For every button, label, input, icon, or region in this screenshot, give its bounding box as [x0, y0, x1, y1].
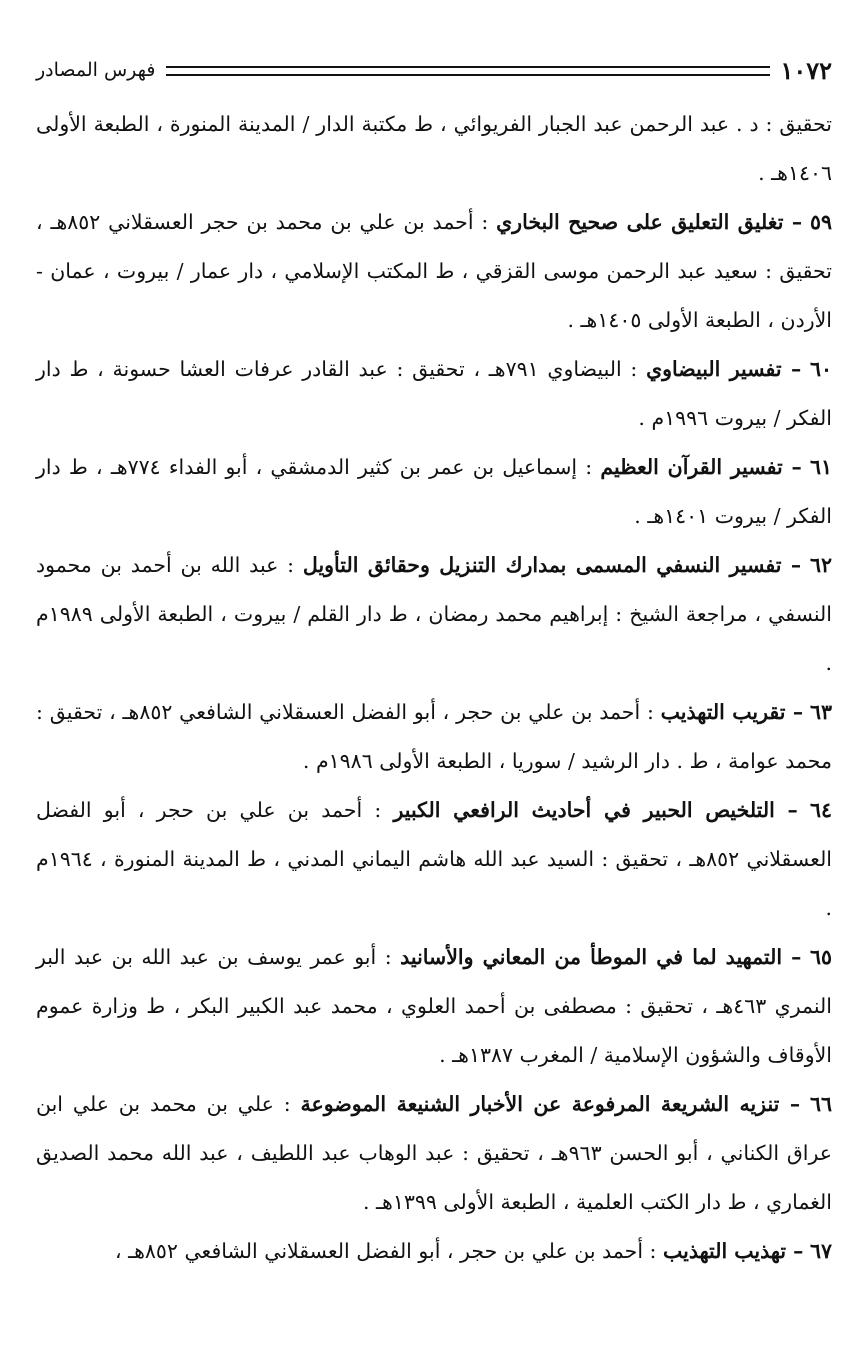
entry-details: : علي بن محمد بن علي ابن عراق الكناني ، أبو الحسن ٩٦٣هـ ، تحقيق : عبد الوهاب عبد اللطيف ، عبد الله محمد الصديق الغماري ، ط دار الكتب العلمية ، الطبعة الأولى ١٣٩٩هـ .	[36, 1092, 833, 1214]
entry-details: : إسماعيل بن عمر بن كثير الدمشقي ، أبو الفداء ٧٧٤هـ ، ط دار الفكر / بيروت ١٤٠١هـ .	[36, 455, 832, 528]
entry-details: : أحمد بن علي بن حجر ، أبو الفضل العسقلاني الشافعي ٨٥٢هـ ،	[114, 1239, 657, 1263]
running-title: فهرس المصادر	[36, 59, 156, 81]
entry-title: تفسير النسفي المسمى بمدارك التنزيل وحقائق التأويل	[302, 553, 782, 577]
bibliography-entry: ٦٢ – تفسير النسفي المسمى بمدارك التنزيل وحقائق التأويل : عبد الله بن أحمد بن محمود النسفي ، مراجعة الشيخ : إبراهيم محمد رمضان ، ط دار القلم / بيروت ، الطبعة الأولى ١٩٨٩م .	[36, 553, 832, 675]
bibliography-entry: ٦٣ – تقريب التهذيب : أحمد بن علي بن حجر ، أبو الفضل العسقلاني الشافعي ٨٥٢هـ ، تحقيق : محمد عوامة ، ط . دار الرشيد / سوريا ، الطبعة الأولى ١٩٨٦م .	[36, 700, 832, 773]
entry-number: ٦٠	[809, 357, 832, 381]
bibliography-list	[36, 100, 832, 1276]
header-double-rule	[166, 66, 771, 76]
entry-number: ٦٧	[809, 1239, 832, 1263]
bibliography-entry: ٦٦ – تنزيه الشريعة المرفوعة عن الأخبار الشنيعة الموضوعة : علي بن محمد بن علي ابن عراق الكناني ، أبو الحسن ٩٦٣هـ ، تحقيق : عبد الوهاب عبد اللطيف ، عبد الله محمد الصديق الغماري ، ط دار الكتب العلمية ، الطبعة الأولى ١٣٩٩هـ .	[36, 1092, 833, 1214]
entry-details: : أحمد بن علي بن حجر ، أبو الفضل العسقلاني الشافعي ٨٥٢هـ ، تحقيق : محمد عوامة ، ط . دار الرشيد / سوريا ، الطبعة الأولى ١٩٨٦م .	[36, 700, 832, 773]
entry-details: : عبد الله بن أحمد بن محمود النسفي ، مراجعة الشيخ : إبراهيم محمد رمضان ، ط دار القلم / بيروت ، الطبعة الأولى ١٩٨٩م .	[36, 553, 832, 675]
entry-number: ٥٩	[809, 210, 832, 234]
entry-title: التمهيد لما في الموطأ من المعاني والأسانيد	[400, 945, 783, 969]
entry-details: : أحمد بن علي بن حجر ، أبو الفضل العسقلاني ٨٥٢هـ ، تحقيق : السيد عبد الله هاشم اليماني المدني ، ط المدينة المنورة ، ١٩٦٤م .	[36, 798, 833, 920]
entry-number: ٦٥	[809, 945, 832, 969]
entry-number: ٦١	[809, 455, 832, 479]
entry-title: تفسير القرآن العظيم	[600, 455, 783, 479]
entry-number: ٦٦	[809, 1092, 832, 1116]
entry-number: ٦٣	[809, 700, 832, 724]
bibliography-entry: ٦٥ – التمهيد لما في الموطأ من المعاني والأسانيد : أبو عمر يوسف بن عبد الله بن عبد البر النمري ٤٦٣هـ ، تحقيق : مصطفى بن أحمد العلوي ، محمد عبد الكبير البكر ، ط وزارة عموم الأوقاف والشؤون الإسلامية / المغرب ١٣٨٧هـ .	[36, 945, 832, 1067]
entry-title: تنزيه الشريعة المرفوعة عن الأخبار الشنيعة الموضوعة	[300, 1092, 780, 1116]
entry-title: تهذيب التهذيب	[662, 1239, 787, 1263]
entry-title: تغليق التعليق على صحيح البخاري	[496, 210, 784, 234]
entry-number: ٦٢	[809, 553, 832, 577]
entry-title: التلخيص الحبير في أحاديث الرافعي الكبير	[393, 798, 775, 822]
page-header	[36, 50, 832, 90]
entry-details: : أبو عمر يوسف بن عبد الله بن عبد البر النمري ٤٦٣هـ ، تحقيق : مصطفى بن أحمد العلوي ، محمد عبد الكبير البكر ، ط وزارة عموم الأوقاف والشؤون الإسلامية / المغرب ١٣٨٧هـ .	[36, 945, 832, 1067]
bibliography-entry: ٦٧ – تهذيب التهذيب : أحمد بن علي بن حجر ، أبو الفضل العسقلاني الشافعي ٨٥٢هـ ،	[114, 1239, 832, 1263]
entry-title: تفسير البيضاوي	[646, 357, 782, 381]
entry-number: ٦٤	[809, 798, 832, 822]
continued-entry-text: تحقيق : د . عبد الرحمن عبد الجبار الفريوائي ، ط مكتبة الدار / المدينة المنورة ، الطبعة الأولى ١٤٠٦هـ .	[36, 112, 832, 185]
entry-details: : البيضاوي ٧٩١هـ ، تحقيق : عبد القادر عرفات العشا حسونة ، ط دار الفكر / بيروت ١٩٩٦م .	[36, 357, 832, 430]
bibliography-entry: ٥٩ – تغليق التعليق على صحيح البخاري : أحمد بن علي بن محمد بن حجر العسقلاني ٨٥٢هـ ، تحقيق : سعيد عبد الرحمن موسى القزقي ، ط المكتب الإسلامي ، دار عمار / بيروت ، عمان - الأردن ، الطبعة الأولى ١٤٠٥هـ .	[36, 210, 832, 332]
page-number: ١٠٧٢	[780, 55, 832, 85]
entry-details: : أحمد بن علي بن محمد بن حجر العسقلاني ٨٥٢هـ ، تحقيق : سعيد عبد الرحمن موسى القزقي ، ط المكتب الإسلامي ، دار عمار / بيروت ، عمان - الأردن ، الطبعة الأولى ١٤٠٥هـ .	[36, 210, 832, 332]
document-page	[36, 50, 832, 1276]
bibliography-entry: ٦١ – تفسير القرآن العظيم : إسماعيل بن عمر بن كثير الدمشقي ، أبو الفداء ٧٧٤هـ ، ط دار الفكر / بيروت ١٤٠١هـ .	[36, 455, 832, 528]
bibliography-entry: ٦٠ – تفسير البيضاوي : البيضاوي ٧٩١هـ ، تحقيق : عبد القادر عرفات العشا حسونة ، ط دار الفكر / بيروت ١٩٩٦م .	[36, 357, 832, 430]
bibliography-entry: ٦٤ – التلخيص الحبير في أحاديث الرافعي الكبير : أحمد بن علي بن حجر ، أبو الفضل العسقلاني ٨٥٢هـ ، تحقيق : السيد عبد الله هاشم اليماني المدني ، ط المدينة المنورة ، ١٩٦٤م .	[36, 798, 833, 920]
entry-title: تقريب التهذيب	[660, 700, 786, 724]
